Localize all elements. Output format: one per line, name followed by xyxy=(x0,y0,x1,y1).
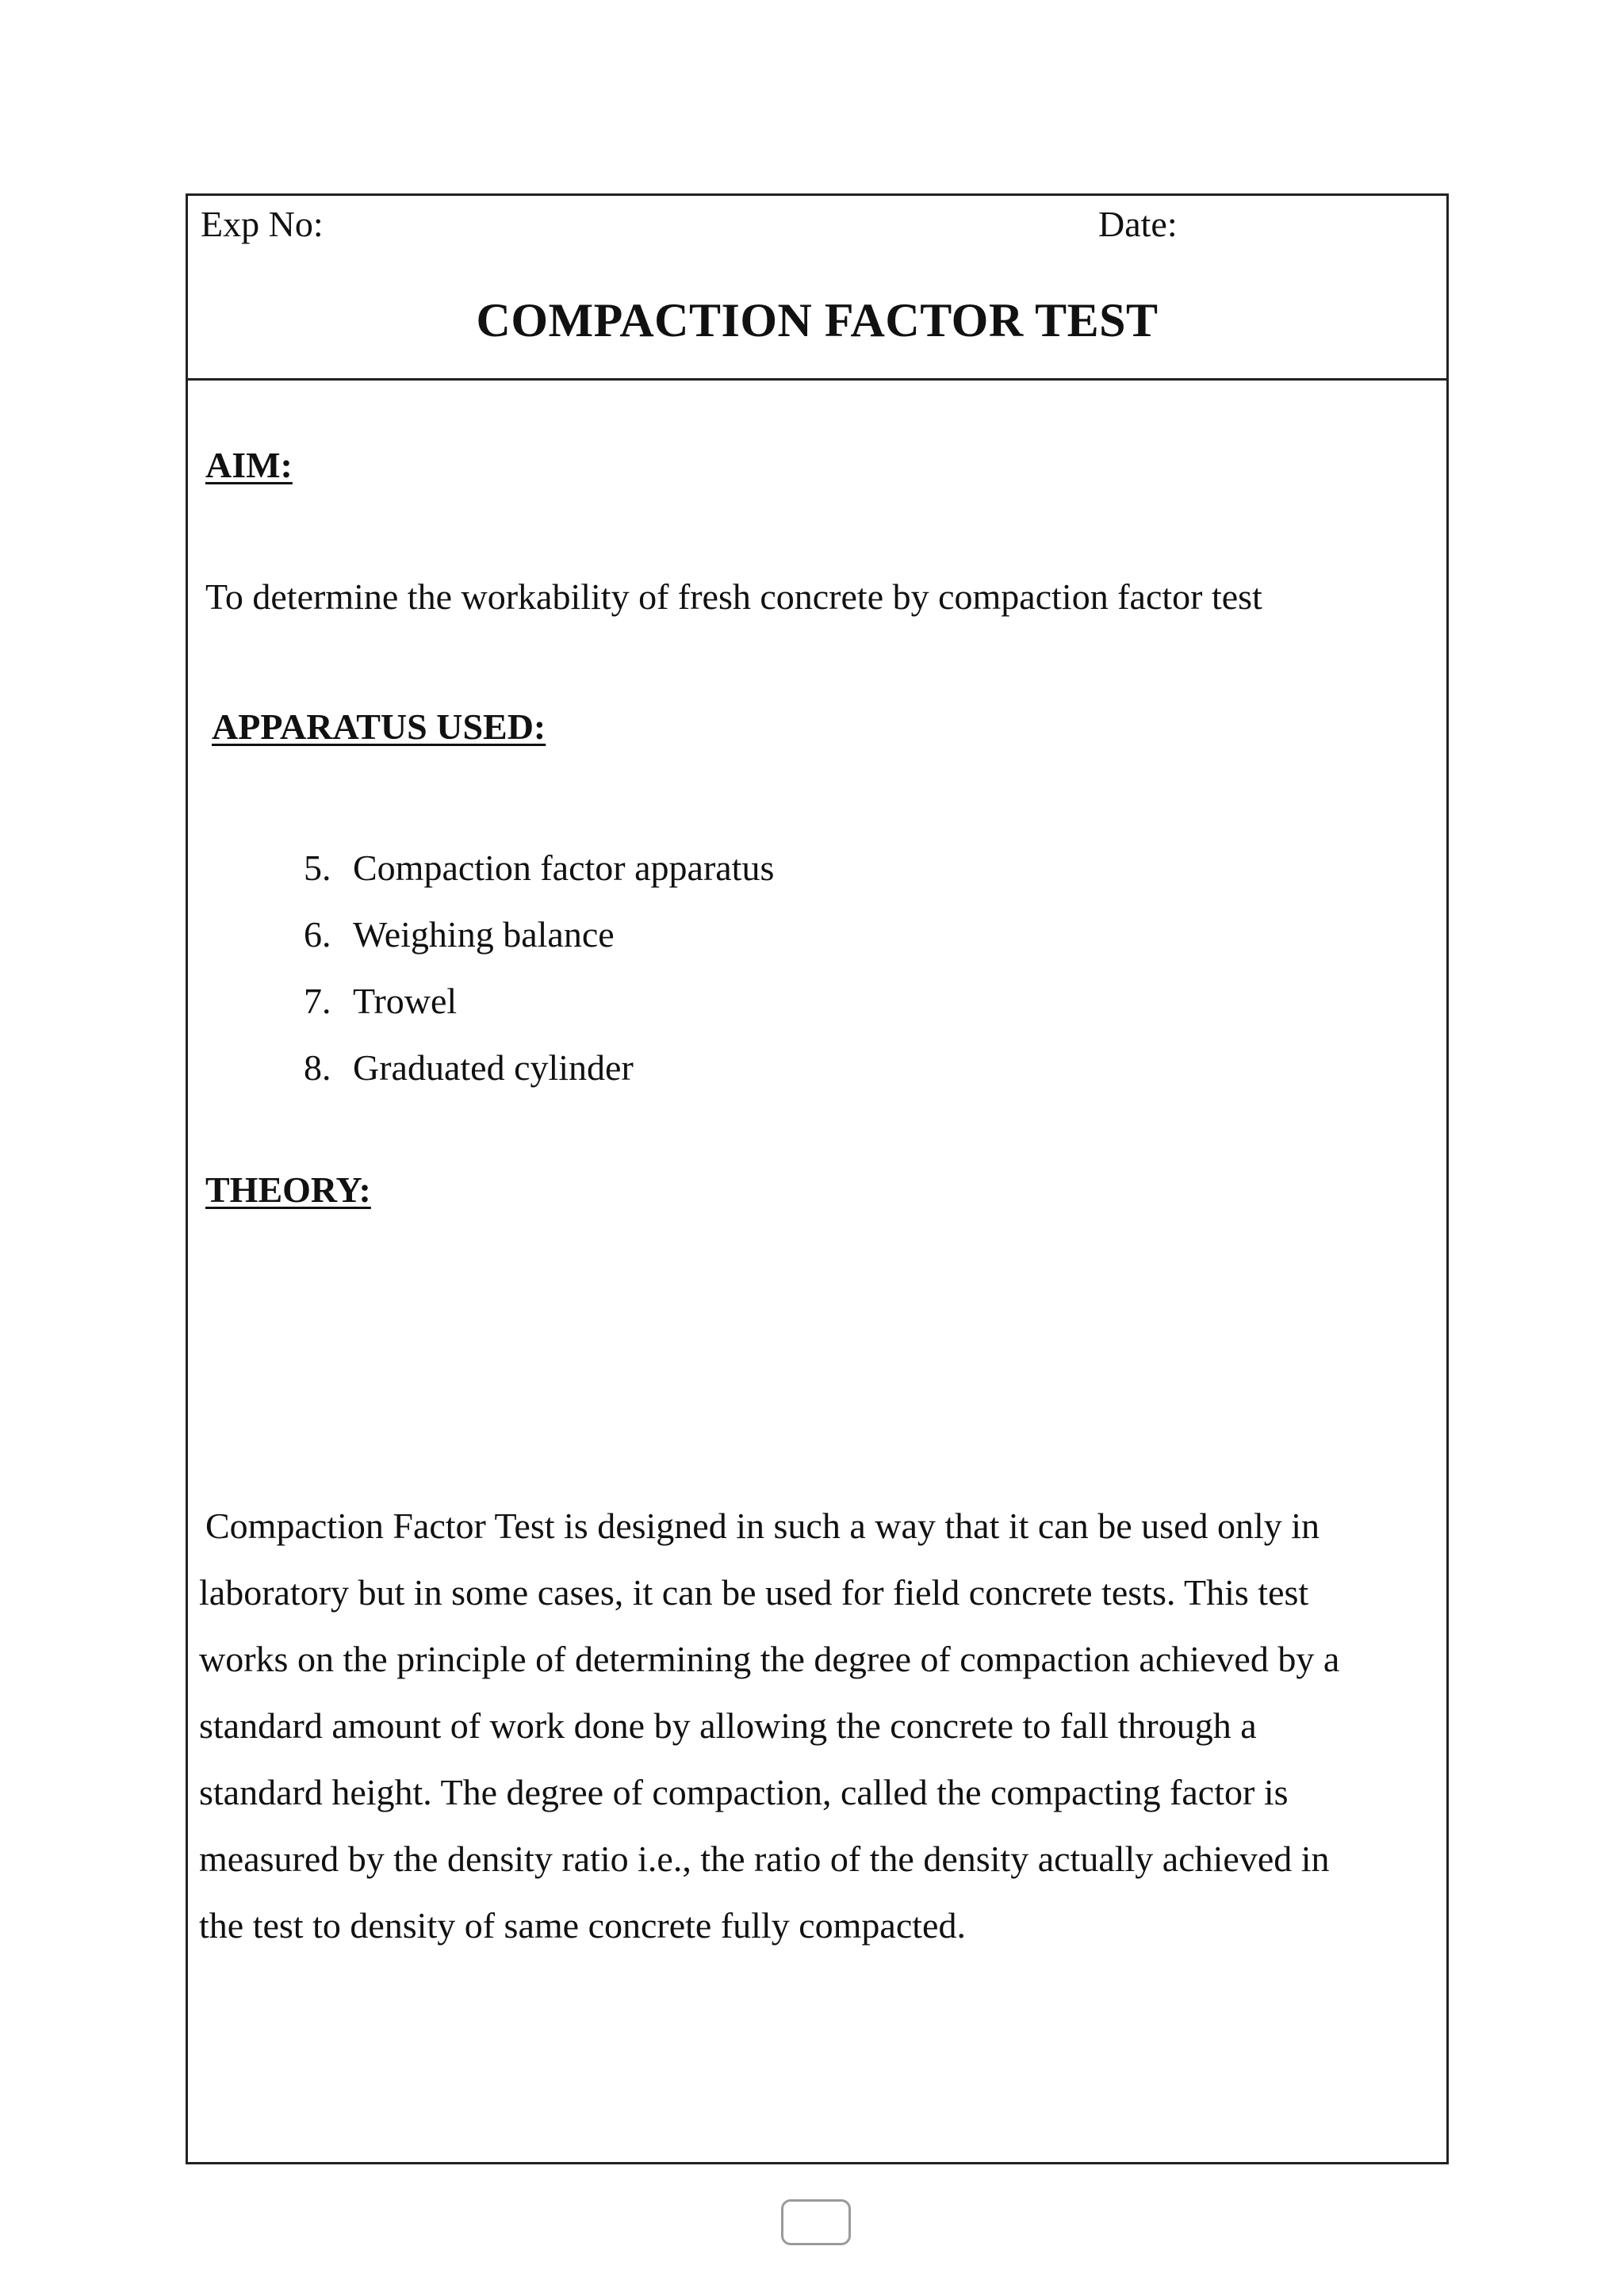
list-item-number: 6. xyxy=(304,914,331,955)
page-title: COMPACTION FACTOR TEST xyxy=(476,294,1159,346)
list-item-number: 8. xyxy=(304,1047,331,1088)
theory-line: measured by the density ratio i.e., the ratio of the density actually achieved in xyxy=(199,1839,1330,1879)
theory-line: standard amount of work done by allowing the concrete to fall through a xyxy=(199,1705,1257,1746)
list-item-label: Trowel xyxy=(353,981,458,1021)
list-item xyxy=(304,835,774,901)
theory-line: works on the principle of determining the degree of compaction achieved by a xyxy=(199,1639,1340,1679)
theory-paragraph xyxy=(199,1493,1436,1959)
experiment-frame xyxy=(186,193,1449,2164)
list-item xyxy=(304,1035,774,1101)
theory-line: standard height. The degree of compaction, called the compacting factor is xyxy=(199,1772,1289,1812)
aim-text: To determine the workability of fresh concrete by compaction factor test xyxy=(205,576,1262,617)
list-item-number: 5. xyxy=(304,848,331,888)
page-number-box xyxy=(781,2199,851,2245)
aim-heading: AIM: xyxy=(205,445,293,485)
theory-heading: THEORY: xyxy=(205,1169,371,1210)
apparatus-list xyxy=(304,835,774,1101)
theory-line: laboratory but in some cases, it can be used for field concrete tests. This test xyxy=(199,1572,1309,1613)
list-item-number: 7. xyxy=(304,981,331,1021)
list-item-label: Weighing balance xyxy=(353,914,615,955)
list-item-label: Compaction factor apparatus xyxy=(353,848,775,888)
experiment-header xyxy=(188,196,1446,381)
list-item xyxy=(304,901,774,968)
exp-no-label: Exp No: xyxy=(201,204,324,244)
list-item-label: Graduated cylinder xyxy=(353,1047,634,1088)
date-label: Date: xyxy=(1098,204,1178,244)
list-item xyxy=(304,968,774,1035)
theory-line: the test to density of same concrete fully compacted. xyxy=(199,1905,966,1946)
apparatus-heading: APPARATUS USED: xyxy=(212,706,546,747)
theory-line: Compaction Factor Test is designed in such a way that it can be used only in xyxy=(205,1506,1320,1546)
